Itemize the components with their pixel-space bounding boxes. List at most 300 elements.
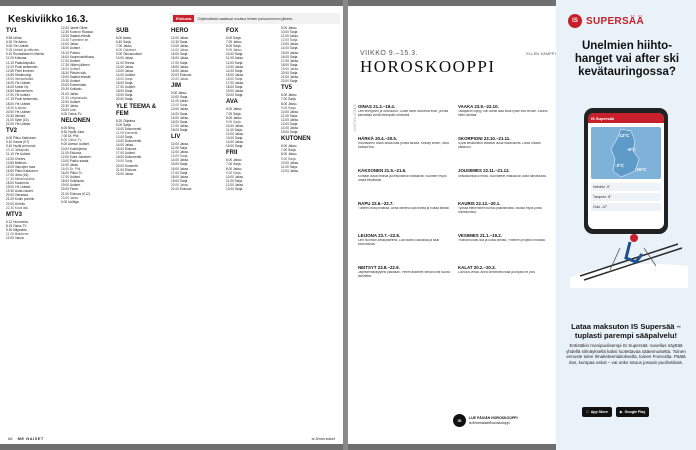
program-listing: 17.15 Puoli seitsemän. (6, 97, 39, 102)
program-listing: 5.55 Uriina. (6, 36, 23, 40)
program-listing: 22.00 Yle Uutiset. (6, 121, 32, 126)
program-listing: 7.00 Sarja. (281, 97, 297, 102)
is-logo-icon: IS (453, 414, 466, 427)
program-listing: 21.30 Leijonaluola. (61, 95, 88, 100)
program-listing: 18.00 Kadonnut. (6, 181, 30, 186)
ad-brand (568, 14, 684, 28)
program-listing: 10.00 Kotiohjelma. (61, 146, 88, 151)
program-listing: 9.00 Sarja. (281, 156, 297, 161)
program-listing: 13.00 Jakso. (116, 68, 135, 73)
tv-column (171, 26, 225, 191)
channel-heading: LIV (171, 133, 181, 140)
program-listing: 20.00 Sarja. (281, 71, 299, 76)
program-listing: 10.00 Jakso. (116, 56, 135, 61)
zodiac-sign-name: LEIJONA 23.7.–22.8. (358, 232, 401, 238)
program-listing: 11.00 Jakso. (281, 34, 299, 39)
program-listing: 18.00 Yle Uutiset. (6, 101, 32, 106)
program-listing: 16.00 Sarja. (116, 81, 134, 86)
zodiac-sign-entry (458, 136, 552, 165)
program-listing: 16.00 Sarja. (226, 76, 244, 81)
zodiac-sign-text: Tasapaino löytyy, kun annat tilaa sekä työlle että levolle. Kaunis hetki odottaa. (458, 110, 548, 118)
program-listing: 6.00 Jakso. (226, 158, 243, 163)
is-logo-icon: IS (568, 14, 582, 28)
program-listing: 16.50 Pikku Kakkonen. (6, 168, 39, 173)
app-header (588, 113, 664, 123)
program-listing: 14.00 Jakso. (281, 126, 300, 131)
program-listing: 20.00 Farmi. (61, 187, 79, 192)
channel-heading: TV1 (6, 28, 18, 34)
tv-column (226, 26, 280, 191)
tv-listings-page (0, 6, 343, 444)
program-listing: 12.00 Sarja. (281, 38, 299, 43)
forecast-row: Tampere -8° (591, 193, 661, 201)
zodiac-sign-name: RAPU 22.6.–22.7. (358, 200, 394, 206)
program-listing: 18.00 Sarja. (281, 62, 299, 67)
ad-subheadline: Lataa maksuton IS Supersää – tuplasti parempi sääpalvelu! (571, 322, 681, 340)
program-listing: 6.00 Jakso. (281, 93, 298, 98)
google-play-button[interactable] (616, 407, 650, 417)
program-listing: 13.00 Sarja. (171, 154, 189, 159)
program-listing: 19.00 Sarja. (171, 178, 189, 183)
forecast-row: Oulu -12° (591, 203, 661, 211)
supersaa-advert[interactable] (556, 0, 696, 450)
magazine-name: ME NAISET (17, 436, 44, 441)
program-listing: 6.00 Aamu. (116, 36, 133, 40)
info-strip (170, 13, 340, 24)
program-listing: 11.00 Teema. (116, 60, 136, 65)
program-listing: 20.00 Emmerdale. (61, 83, 88, 88)
program-listing: 15.00 Sarja. (226, 144, 244, 149)
program-listing: 11.00 Elokuva. (61, 150, 82, 155)
program-listing: 22.00 Sarja. (281, 79, 299, 84)
program-listing: 19.00 Jakso. (226, 89, 245, 94)
zodiac-sign-text: Seikkailunhalu herää. Suunnittele matkaa tai uutta harrastusta. (458, 174, 547, 178)
program-listing: 12.20 Puoli seitsemän. (6, 64, 39, 69)
program-listing: 10.00 Sarja. (281, 30, 299, 35)
phone-screen (588, 113, 664, 229)
program-listing: 20.00 Yle Uutiset. (6, 109, 32, 114)
program-listing: 13.00 Jakso. (281, 42, 300, 47)
program-listing: 15.00 Uutiset. (61, 46, 81, 51)
program-listing: 9.00 Jakso. (171, 91, 188, 96)
program-listing: 20.30 Kotikatu. (61, 87, 83, 92)
apple-icon (586, 410, 589, 414)
program-listing: 21.00 Syke (16). (6, 117, 30, 122)
program-listing: 6.00 Sarja. (226, 36, 242, 40)
program-listing: 6.40 Sarja. (116, 40, 132, 45)
brand-name: SUPERSÄÄ (586, 15, 644, 27)
program-listing: 12.00 Sarja. (171, 103, 189, 108)
channel-heading: AVA (226, 99, 238, 106)
zodiac-sign-entry (358, 233, 452, 262)
program-listing: 11.00 Konsertti. (116, 130, 139, 135)
signs-column-right (458, 104, 552, 297)
zodiac-sign-name: KALAT 20.2.–20.3. (458, 265, 496, 271)
program-listing: 19.00 Jakso. (171, 68, 190, 73)
program-listing: 6.30 Hyvät Jutut. (61, 130, 85, 135)
program-listing: 6.00 Jakso. (226, 107, 243, 112)
program-listing: 9.00 Talousuutiset. (116, 52, 143, 57)
program-listing: 15.00 Sarja. (281, 130, 299, 135)
program-listing: 14.00 Jakso. (171, 158, 190, 163)
zodiac-sign-text: Työssä eteneminen tuntuu palkitsevalta. Muista myös juhlia onnistumisia. (458, 206, 542, 214)
map-temp: -15°C (635, 167, 647, 172)
channel-heading: TV5 (281, 85, 293, 92)
program-listing: 20.00 Vieraissa. (6, 193, 29, 198)
zodiac-sign-text: Ystävät tuovat iloa ja uusia ideoita. Yhteinen projekti innostaa. (458, 239, 546, 243)
program-listing: 7.00 Sarja. (226, 162, 242, 167)
program-listing: 14.00 Sarja. (171, 111, 189, 116)
program-listing: 10.00 Jakso. (281, 160, 300, 165)
program-listing: 6.00 Pikku Kakkonen. (6, 136, 37, 141)
program-listing: 9.00 Sarja. (226, 119, 242, 124)
program-listing: 14.00 Sarja. (226, 68, 244, 73)
channel-heading: TV2 (6, 128, 18, 135)
play-icon: ▶ (617, 410, 620, 414)
program-listing: 19.00 Sarja. (116, 93, 134, 98)
footer-left (8, 436, 44, 441)
program-listing: 16.00 Kauneusleikkaus. (61, 54, 95, 59)
program-listing: 8.00 Ostokset. (116, 48, 137, 53)
zodiac-sign-entry (358, 265, 452, 294)
program-listing: 12.30 Sarja. (171, 40, 189, 45)
program-listing: 17.30 Viiden jälkeen. (61, 62, 91, 67)
footer-cta: LUE PÄIVÄN HOROSKOOPPI (469, 416, 518, 421)
google-play-label: Google Play (621, 410, 643, 414)
program-listing: 15.00 Sarja. (116, 76, 134, 81)
program-listing: 17.00 Yle uutiset. (6, 93, 31, 98)
program-listing: 21.00 Jakso. (281, 75, 300, 80)
strip-badge: Elokuva (173, 15, 194, 22)
channel-heading: FOX (226, 28, 239, 34)
program-listing: 15.10 Putous. (61, 50, 81, 55)
program-listing: 17.00 Uutiset. (61, 58, 81, 63)
zodiac-sign-entry (458, 265, 552, 294)
program-listing: 11.00 Makeover. (6, 232, 30, 237)
program-listing: 13.00 Sarja. (226, 136, 244, 141)
program-listing: 23.00 Jakso. (116, 171, 135, 176)
horoscope-week: VIIKKO 9.–15.3. (360, 50, 419, 57)
program-listing: 16.00 Pikku Tv. (61, 171, 83, 176)
program-listing: 17.30 Mielenosoitus. (6, 177, 36, 181)
program-listing: 12.00 Jakso. (281, 117, 300, 122)
program-listing: 9.00 Sarja. (116, 122, 132, 127)
program-listing: 19.00 Salatut elämät. (61, 75, 92, 80)
program-listing: 15.00 Elokuva. (116, 147, 138, 152)
program-listing: 10.00 Jakso. (171, 141, 190, 146)
program-listing: 10.00 Jakso. (281, 109, 300, 114)
program-listing: 12.10 Palautuspolku. (6, 60, 36, 65)
tv-column (116, 26, 170, 176)
program-listing: 9.00 Yle Uutiset. (6, 44, 30, 49)
program-listing: 21.00 Kodin puhelin. (6, 197, 36, 202)
program-listing: 15.00 Sarja. (171, 52, 189, 57)
program-listing: 15.00 Jakso. (226, 72, 245, 77)
horoscope-author: ELLEN KAMPPI (526, 52, 556, 56)
zodiac-sign-name: KAKSONEN 21.5.–21.6. (358, 168, 407, 174)
program-listing: 9.00 Jakso. (226, 48, 243, 53)
program-listing: 8.00 Jakso. (281, 101, 298, 106)
program-listing: 11.00 Jakso. (226, 56, 244, 61)
program-listing: 22.30 Kova laki. (6, 205, 29, 210)
program-listing: 13.00 Sarja. (226, 187, 244, 191)
program-listing: 18.00 Sarja. (116, 89, 134, 94)
map-temp: -12°C (618, 133, 630, 138)
zodiac-sign-entry (458, 233, 552, 262)
program-listing: 19.00 Sarja. (116, 159, 134, 164)
program-listing: 21.00 Elokuva. (116, 167, 138, 172)
program-listing: 12.00 Vauva. (6, 236, 25, 241)
program-listing: 20.00 Sarja. (226, 93, 244, 98)
zodiac-sign-name: VAAKA 23.9.–22.10. (458, 104, 499, 109)
horoscope-title: HOROSKOOPPI (360, 57, 496, 76)
zodiac-sign-text: Luovuus virtaa. Anna unelmillesi tilaa ja kirjoita ne ylös. (458, 271, 536, 275)
program-listing: 9.10 Ruotsalaisen Urheilun (6, 52, 45, 57)
program-listing: 18.00 Sarja. (171, 127, 189, 132)
program-listing: 19.00 Jakso. (281, 66, 300, 71)
program-listing: 13.00 Pakko saada. (61, 158, 90, 163)
channel-heading: NELONEN (61, 118, 91, 125)
program-listing: 15.00 Dr. Phil. (61, 167, 82, 171)
program-listing: 12.00 Jamie Oliver. (61, 26, 89, 30)
program-listing: 18.00 Jakso. (171, 174, 190, 179)
program-listing: 13.00 Jakso. (226, 64, 245, 69)
program-listing: 16.00 Jakso. (171, 56, 190, 61)
channel-heading: YLE TEEMA & FEM (116, 103, 157, 117)
channel-heading: KUTONEN (281, 136, 311, 143)
program-listing: 14.00 Jakso. (61, 42, 80, 47)
program-listing: 15.05 Ihmiselämää. (6, 76, 34, 81)
program-listing: 16.00 Sarja. (171, 119, 189, 124)
program-listing: 8.00 Sarja. (226, 44, 242, 49)
program-listing: 6.20 Yle Aamu. (6, 40, 28, 45)
program-listing: 19.00 Uutiset. (61, 183, 81, 188)
channel-heading: JIM (171, 83, 182, 90)
zodiac-sign-name: KAURIS 22.12.–20.1. (458, 200, 501, 206)
program-listing: 17.00 Sarja. (171, 60, 189, 65)
program-listing: 6.00 Bing. (61, 126, 76, 131)
zodiac-sign-entry (358, 168, 452, 197)
program-listing: 7.00 Dr. Phil. (61, 134, 80, 139)
program-listing: 11.00 Jakso. (171, 99, 189, 104)
zodiac-sign-name: NEITSYT 23.8.–22.9. (358, 265, 400, 271)
map-temp: -8°C (627, 147, 637, 152)
zodiac-sign-entry (358, 104, 452, 133)
program-listing: 18.30 A-studio. (6, 105, 28, 110)
program-listing: 11.00 Sarja. (171, 146, 188, 151)
tv-column (61, 26, 115, 204)
program-listing: 16.50 Mannerheim. (6, 89, 34, 94)
program-listing: 7.00 Sarja. (281, 148, 297, 153)
program-listing: 12.30 Kunnon Ruokaa. (61, 30, 94, 35)
channel-heading: MTV3 (6, 211, 23, 218)
ad-headline: Unelmien hiihto-hanget vai after ski kevätauringossa? (574, 40, 680, 78)
program-listing: 18.00 Uutiset. (61, 66, 81, 71)
footer-right: is.fi/menaiset (311, 436, 335, 441)
program-listing: 16.00 Sarja. (281, 54, 299, 59)
program-listing: 21.00 Jakso. (61, 91, 80, 96)
program-listing: 14.00 Jakso. (116, 143, 135, 148)
program-listing: 20.00 Konsertti. (116, 163, 139, 168)
program-listing: 14.00 Jakso. (171, 48, 190, 53)
zodiac-sign-text: Olet energinen ja innostunut. Uudet ideat nousevat esiin, ja niitä kannattaa viedä eteenpäin rohkeasti. (358, 110, 449, 118)
program-listing: 10.00 Sarja. (226, 52, 244, 57)
program-listing: 20.00 Elokuva. (171, 72, 193, 77)
zodiac-sign-entry (358, 136, 452, 165)
program-listing: 18.00 Dokumentti. (116, 155, 142, 160)
program-listing: 8.20 Ohjelma. (116, 118, 136, 123)
program-listing: 8.00 Jakso. (226, 115, 243, 120)
program-listing: 15.00 Jakso. (281, 50, 300, 55)
zodiac-sign-entry (458, 201, 552, 230)
channel-heading: SUB (116, 28, 129, 34)
strip-text: Ohjelmatiedot saattavat muuttua lehden painoonmenon jälkeen. (197, 16, 294, 21)
program-listing: 9.00 Sarja. (281, 105, 297, 110)
app-store-label: App Store (588, 410, 606, 414)
program-listing: 20.00 Sarja. (116, 97, 134, 102)
weather-map (591, 127, 661, 179)
program-listing: 14.00 Uutiset. (116, 72, 136, 77)
program-listing: 12.00 Cheers. (6, 156, 27, 161)
program-listing: 10.00 Sarja. (171, 95, 189, 100)
store-buttons (582, 407, 649, 417)
channel-heading: FRII (226, 150, 238, 157)
program-listing: 9.40 Hyvät ja huonot. (6, 144, 37, 149)
program-listing: 11.00 Kotimaa. (6, 56, 28, 61)
app-store-button[interactable] (582, 407, 612, 417)
zodiac-sign-name: SKORPIONI 23.10.–21.11. (458, 136, 511, 142)
program-listing: 21.00 Elokuva (K12). (61, 191, 91, 196)
zodiac-sign-text: Olet huomion keskipisteenä. Luovuutesi kukoistaa ja saat tunnustusta. (358, 239, 439, 246)
program-listing: 10.00 Dokumentti. (116, 126, 142, 131)
folio: 68 (8, 436, 13, 441)
program-listing: 0.00 Uniliiga. (61, 199, 80, 204)
program-listing: 9.05 Uutiset ja viittomin. (6, 48, 40, 53)
program-listing: 18.30 Päivän sää. (61, 71, 87, 76)
program-listing: 6.12 Huomenta. (6, 219, 29, 224)
program-listing: 12.00 Koira Jokainen. (61, 154, 92, 159)
program-listing: 15.00 Sarja. (171, 162, 189, 167)
program-listing: 14.00 Sarja. (281, 46, 299, 51)
program-listing: 9.00 Sarja. (226, 170, 242, 175)
horoscope-footer[interactable] (453, 414, 518, 427)
program-listing: 15.05 Vauvojen maa. (6, 164, 36, 169)
skier-illustration-icon (570, 218, 688, 288)
program-listing: 7.00 Jakso. (116, 44, 133, 49)
program-listing: 22.00 Uutiset. (61, 99, 81, 104)
program-listing: 17.00 Uutiset. (116, 85, 136, 90)
program-listing: 22.00 Urheilu. (6, 201, 26, 206)
program-listing: 17.00 Jakso. (171, 123, 190, 128)
program-listing: 9.00 Jakso. (281, 26, 298, 30)
illustration-credit: KUVITUS: ISTOCK (353, 104, 357, 132)
program-listing: 10.00 Jakso. (226, 123, 245, 128)
program-listing: 12.00 Jakso. (171, 36, 190, 40)
program-listing: 18.00 Kokkisota. (61, 179, 85, 184)
program-listing: 8.00 Jakso. (226, 166, 243, 171)
program-listing: 11.10 Yle Uutiset. (6, 152, 31, 157)
zodiac-sign-text: Syvät keskustelut avaavat uusia näkökulmia. Luota omaan vaistoosi. (458, 142, 541, 150)
program-listing: 10.10 Jalkapallo. (6, 148, 30, 153)
program-listing: 17.00 Juha (16). (6, 172, 30, 177)
program-listing: 12.00 Sarja. (226, 60, 244, 65)
program-listing: 17.00 Sarja. (171, 170, 189, 175)
program-listing: 22.30 Jakso. (61, 103, 80, 108)
program-listing: 12.55 Pieni ihminen. (6, 68, 35, 73)
program-listing: 16.00 Jakso. (171, 166, 190, 171)
app-title: IS Supersää (591, 115, 614, 121)
program-listing: 17.00 Jakso. (226, 81, 245, 86)
program-listing: 20.00 Jakso. (171, 182, 190, 187)
program-listing: 12.00 Jakso. (171, 150, 190, 155)
zodiac-sign-text: Järjestelmällisyytesi palkitaan. Pienet askeleet vievät kohti suurta tavoitetta. (358, 271, 450, 279)
zodiac-sign-name: JOUSIMIES 22.11.–21.12. (458, 168, 510, 174)
signs-column-left (358, 104, 452, 297)
program-listing: 19.30 Uutis-vuodet. (6, 189, 34, 194)
program-listing: 23.00 Jakso. (61, 195, 80, 200)
program-listing: 13.00 Salatut elämät. (61, 34, 92, 39)
zodiac-sign-entry (358, 201, 452, 230)
program-listing: 18.00 Sarja. (226, 85, 244, 90)
channel-heading: HERO (171, 28, 189, 34)
map-temp: -3°C (615, 163, 625, 168)
program-listing: 19.30 Uutiset. (61, 79, 81, 84)
program-listing: 6.00 Jakso. (281, 144, 298, 149)
zodiac-sign-entry (458, 104, 552, 133)
program-listing: 8.00 Jakso. (281, 152, 298, 157)
program-listing: 7.00 Jakso. (226, 40, 243, 45)
program-listing: 14.00 Jakso. (226, 140, 245, 145)
tv-column (6, 26, 60, 240)
program-listing: 14.55 Strasbourgi. (6, 72, 33, 77)
program-listing: 17.00 Uutiset. (116, 151, 136, 156)
program-listing: 13.55 Biathlon. (6, 160, 28, 165)
program-listing: 16.00 Yle Uutiset. (6, 81, 32, 86)
program-listing: 13.00 Jakso. (171, 44, 190, 49)
zodiac-sign-entry (458, 168, 552, 197)
zodiac-sign-name: VESIMIES 21.1.–19.2. (458, 232, 502, 238)
program-listing: 12.00 Jakso. (226, 131, 245, 136)
zodiac-sign-text: Tunteet ovat pinnassa. Anna itsellesi lupa levätä ja hoitaa itseäsi. (358, 206, 450, 210)
program-listing: 0.00 Ostos-TV. (61, 111, 83, 116)
phone-mockup (584, 108, 668, 234)
program-listing: 12.00 Jakso. (226, 182, 245, 187)
zodiac-sign-name: HÄRKÄ 20.4.–20.5. (358, 136, 398, 142)
program-listing: 19.00 Yle Uutiset. (6, 185, 32, 190)
program-listing: 13.30 Tunteiden tie. (61, 38, 90, 43)
program-listing: 9.00 Aamun Uutiset. (61, 142, 90, 147)
program-listing: 9.10 Karvat (K7). (6, 140, 31, 145)
program-listing: 17.00 Jakso. (281, 58, 300, 63)
program-listing: 21.00 Elokuva. (171, 187, 193, 191)
page-title: Keskiviikko 16.3. (8, 14, 89, 25)
program-listing: 12.00 Jakso. (281, 168, 300, 173)
footer-url: is.fi/menaiset/horoskooppi (469, 420, 510, 425)
program-listing: 13.00 Dokumentti. (116, 138, 142, 143)
program-listing: 17.00 Uutiset. (61, 175, 81, 180)
forecast-row: Helsinki -5° (591, 183, 661, 191)
program-listing: 13.00 Sarja. (281, 121, 299, 126)
tv-column (281, 26, 335, 173)
program-listing: 9.30 Miljonääri. (6, 227, 28, 232)
zodiac-sign-text: Rauhallinen viikko antaa tilaa pohtia asioita. Keskity siihen, mikä tuottaa iloa. (358, 142, 449, 150)
program-listing: 11.00 Sarja. (226, 127, 243, 132)
program-listing: 13.00 Jakso. (171, 107, 190, 112)
program-listing: 8.00 Ostos-TV. (61, 138, 83, 143)
program-listing: 11.00 Sarja. (281, 113, 298, 118)
program-listing: 11.00 Sarja. (281, 164, 298, 169)
ad-body-text: Entistäkin monipuolisempi IS Supersää -sovellus näyttää yhdellä silmäyksellä kaksi luotettavaa sääennustetta. Toinen ennuste tulee Ilmatieteenlaitokselta, toinen Forecalta. Päätä itse, kumpaa uskot – vai onko totuus jossain puolivälissä. (566, 343, 686, 365)
